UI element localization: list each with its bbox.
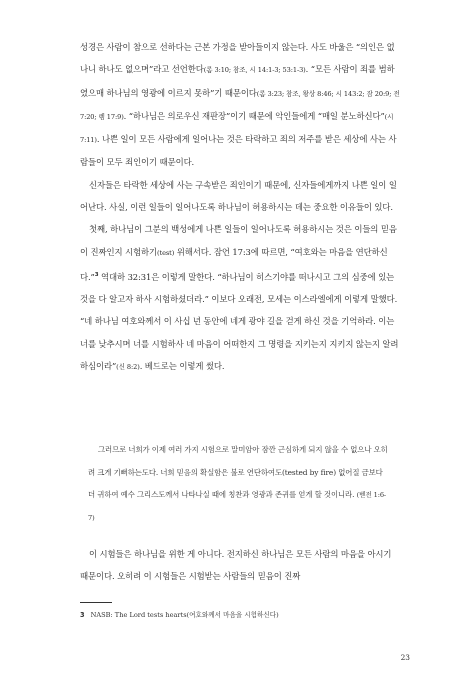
citation: (벧전 1:6-7) [88, 491, 387, 522]
citation: (롬 3:23; 참조, 왕상 8:46; 시 143:2; 잠 20:9; 전 7:20; 렘 17:9) [80, 89, 400, 121]
paragraph [80, 218, 400, 378]
text-run: . 베드로는 이렇게 썼다. [139, 360, 225, 371]
citation: (신 8:2) [116, 362, 140, 371]
text-run: (tested by fire) [281, 467, 336, 477]
page-number: 23 [400, 653, 410, 662]
paragraph [80, 174, 400, 219]
footnote-divider [80, 602, 112, 603]
footnote [80, 609, 400, 621]
text-run: . “모든 사람이 죄를 범하였으매 하나님의 영광에 이르지 못하”기 때문이다 [80, 64, 395, 98]
text-run: 위해서다. 잠언 17:3에 따르면, “여호와는 마음을 연단하신다.” [80, 246, 388, 282]
block-quote [88, 439, 390, 529]
text-run: 첫째, 하나님이 그분의 백성에게 나쁜 일들이 일어나도록 허용하시는 것은 이들의 믿음이 진짜인지 시험하기 [80, 224, 397, 257]
footnote-text: NASB: The Lord tests hearts(여호와께서 마음을 시험하신다) [90, 611, 279, 619]
text-run: 그러므로 너희가 이제 여러 가지 시험으로 말미암아 잠깐 근심하게 되지 않을 수 없으나 오히려 크게 기뻐하는도다. 너희 믿음의 확실함은 불로 연단하여도 [88, 445, 388, 477]
text-run: 신자들은 타락한 세상에 사는 구속받은 죄인이기 때문에, 신자들에게까지 나쁜 일이 일어난다. 사실, 이런 일들이 일어나도록 하나님이 허용하시는 데는 중요한 이유들이 있다. [80, 179, 397, 213]
text-run: . “하나님은 의로우신 재판장”이기 때문에 악인들에게 “매일 분노하신다” [123, 110, 385, 121]
citation: (시 7:11) [80, 112, 394, 145]
citation: (test) [157, 248, 175, 257]
quote-text [88, 439, 390, 529]
citation: (롬 3:10; 참조, 시 14:1-3; 53:1-3) [203, 66, 306, 75]
paragraph [80, 36, 400, 174]
continuation-paragraph [80, 544, 400, 587]
text-run: . 나쁜 일이 모든 사람에게 일어나는 것은 타락하고 죄의 저주를 받은 세상에 사는 사람들이 모두 죄인이기 때문이다. [80, 134, 397, 168]
text-run: 성경은 사람이 참으로 선하다는 근본 가정을 받아들이지 않는다. 사도 바울은 “의인은 없나니 하나도 없으며”라고 선언한다 [80, 42, 395, 75]
paragraph: 이 시험들은 하나님을 위한 게 아니다. 전지하신 하나님은 모든 사람의 마음을 아시기 때문이다. 오히려 이 시험들은 시험받는 사람들의 믿음이 진짜 [80, 549, 392, 581]
footnote-number: 3 [80, 611, 85, 619]
text-run: 역대하 32:31은 이렇게 말한다. “하나님이 히스기야를 떠나시고 그의 심중에 있는 것을 다 알고자 하사 시험하셨더라.” 이보다 오래전, 모세는 이스라엘에게 이렇게 말했다. “네 하나님 여호와께서 이 사십 년 동안에 네게 광야 길을 걷게 하신 것을 기억하라. 이는 너를 낮추시며 너를 시험하사 네 마음이 어떠한지 그 명령을 지키는지 지키지 않는지 알려 하심이라” [80, 271, 399, 371]
main-text [80, 36, 400, 378]
footnote-reference: 3 [94, 271, 99, 278]
text-run: 없어질 금보다 더 귀하여 예수 그리스도께서 나타나실 때에 칭찬과 영광과 존귀를 얻게 할 것이니라. [88, 467, 383, 499]
